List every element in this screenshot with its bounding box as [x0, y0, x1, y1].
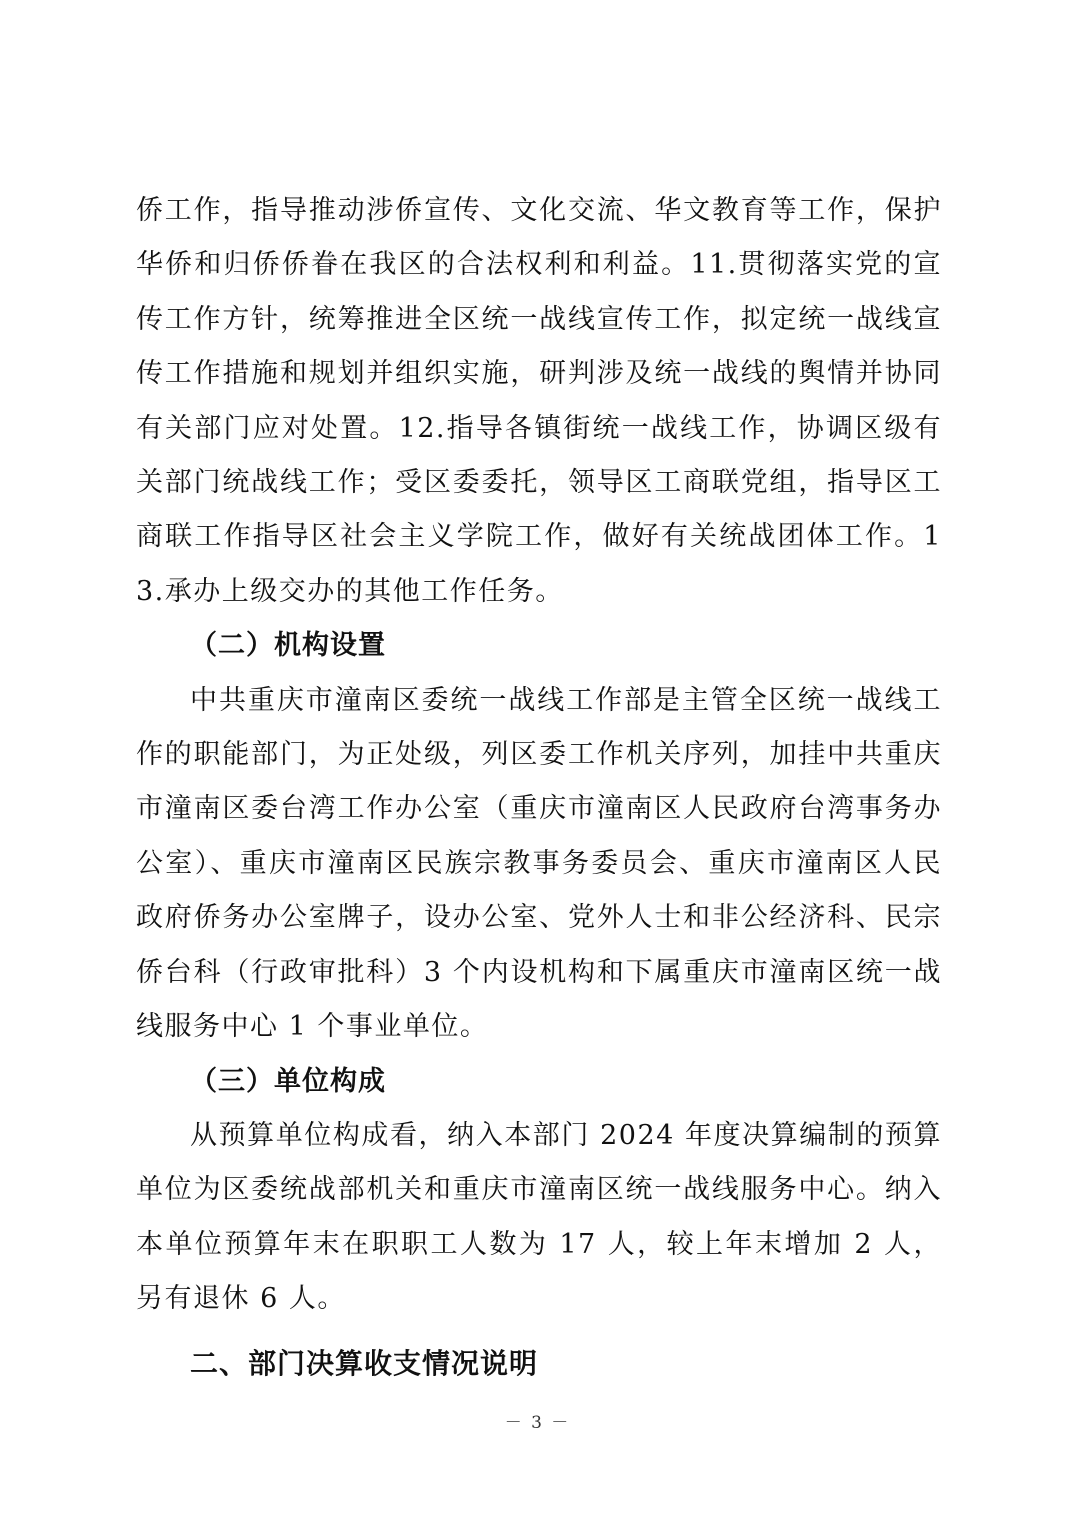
paragraph-continuation: 侨工作，指导推动涉侨宣传、文化交流、华文教育等工作，保护华侨和归侨侨眷在我区的合法权利和利益。11.贯彻落实党的宣传工作方针，统筹推进全区统一战线宣传工作，拟定统一战线宣传工作措施和规划并组织实施，研判涉及统一战线的舆情并协同有关部门应对处置。12.指导各镇街统一战线工作，协调区级有关部门统战线工作；受区委委托，领导区工商联党组，指导区工商联工作指导区社会主义学院工作，做好有关统战团体工作。13.承办上级交办的其他工作任务。 — [136, 195, 942, 607]
page-number: － 3 － — [504, 1413, 571, 1433]
paragraph-unit-composition: 从预算单位构成看，纳入本部门 2024 年度决算编制的预算单位为区委统战部机关和重庆市潼南区统一战线服务中心。纳入本单位预算年末在职职工人数为 17 人，较上年末增加 2 人，另有退休 6 人。 — [136, 1119, 942, 1315]
heading-org-setup: （二）机构设置 — [190, 630, 386, 662]
document-body — [136, 184, 942, 1391]
heading-unit-composition: （三）单位构成 — [190, 1065, 386, 1097]
paragraph-org-setup: 中共重庆市潼南区委统一战线工作部是主管全区统一战线工作的职能部门，为正处级，列区委工作机关序列，加挂中共重庆市潼南区委台湾工作办公室（重庆市潼南区人民政府台湾事务办公室）、重庆市潼南区民族宗教事务委员会、重庆市潼南区人民政府侨务办公室牌子，设办公室、党外人士和非公经济科、民宗侨台科（行政审批科）3 个内设机构和下属重庆市潼南区统一战线服务中心 1 个事业单位。 — [136, 684, 942, 1043]
heading-section-two: 二、部门决算收支情况说明 — [190, 1346, 539, 1380]
